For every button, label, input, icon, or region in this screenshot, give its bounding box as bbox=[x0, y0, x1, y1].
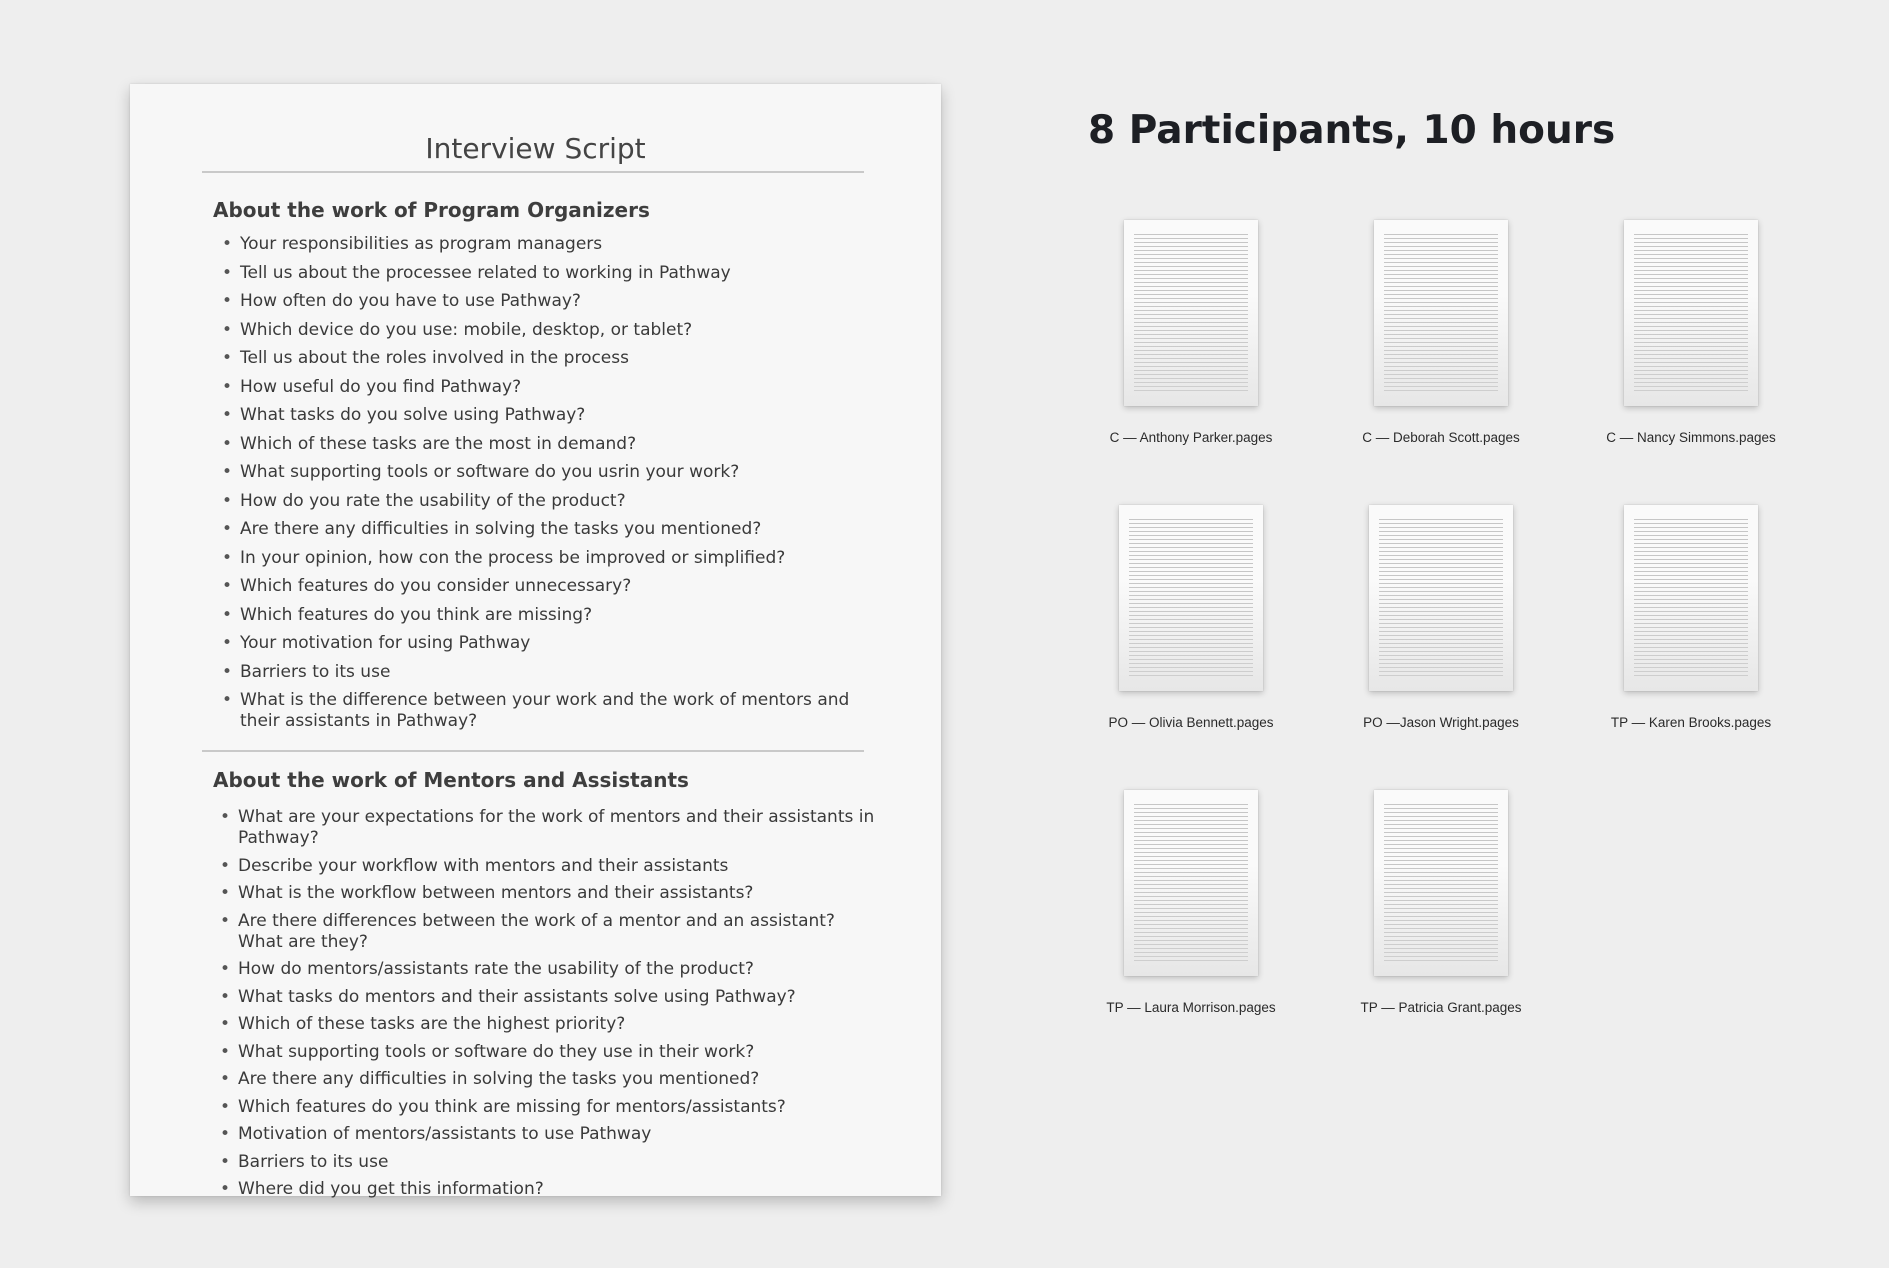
list-item: • What is the workflow between mentors and their assistants? bbox=[220, 883, 880, 904]
file-item-nancy-simmons[interactable] bbox=[1581, 220, 1801, 445]
list-item: • What supporting tools or software do they use in their work? bbox=[220, 1042, 880, 1063]
list-item: • How do mentors/assistants rate the usability of the product? bbox=[220, 959, 880, 980]
section-heading-mentors-assistants: About the work of Mentors and Assistants bbox=[213, 768, 689, 792]
list-item: • What are your expectations for the work of mentors and their assistants in Pathway? bbox=[220, 807, 880, 849]
file-item-jason-wright[interactable] bbox=[1331, 505, 1551, 730]
list-item: • Which of these tasks are the most in demand? bbox=[222, 434, 862, 455]
list-item: • What tasks do you solve using Pathway? bbox=[222, 405, 862, 426]
file-name[interactable]: PO —Jason Wright.pages bbox=[1363, 715, 1519, 730]
list-item: • Are there any difficulties in solving the tasks you mentioned? bbox=[220, 1069, 880, 1090]
document-thumbnail[interactable] bbox=[1124, 790, 1258, 976]
file-item-laura-morrison[interactable] bbox=[1081, 790, 1301, 1015]
list-item: • Which features do you think are missing for mentors/assistants? bbox=[220, 1097, 880, 1118]
file-name[interactable]: TP — Patricia Grant.pages bbox=[1360, 1000, 1522, 1015]
list-item: • Which features do you consider unnecessary? bbox=[222, 576, 862, 597]
list-item: • Are there differences between the work of a mentor and an assistant? What are they? bbox=[220, 911, 880, 953]
document-thumbnail[interactable] bbox=[1374, 790, 1508, 976]
file-name[interactable]: C — Nancy Simmons.pages bbox=[1606, 430, 1776, 445]
document-title: Interview Script bbox=[425, 132, 646, 165]
document-thumbnail[interactable] bbox=[1124, 220, 1258, 406]
file-item-olivia-bennett[interactable] bbox=[1081, 505, 1301, 730]
list-item: • Are there any difficulties in solving the tasks you mentioned? bbox=[222, 519, 862, 540]
file-item-patricia-grant[interactable] bbox=[1331, 790, 1551, 1015]
list-item: • Barriers to its use bbox=[220, 1152, 880, 1173]
list-item: • Where did you get this information? bbox=[220, 1179, 880, 1200]
mentors-assistants-question-list bbox=[220, 807, 880, 1207]
document-thumbnail[interactable] bbox=[1624, 505, 1758, 691]
file-item-anthony-parker[interactable] bbox=[1081, 220, 1301, 445]
list-item: • How often do you have to use Pathway? bbox=[222, 291, 862, 312]
file-name[interactable]: TP — Laura Morrison.pages bbox=[1106, 1000, 1276, 1015]
list-item: • What supporting tools or software do you usrin your work? bbox=[222, 462, 862, 483]
participants-summary-heading: 8 Participants, 10 hours bbox=[1088, 108, 1616, 153]
list-item: • What is the difference between your work and the work of mentors and their assistants in Pathway? bbox=[222, 690, 862, 732]
list-item: • How useful do you find Pathway? bbox=[222, 377, 862, 398]
list-item: • What tasks do mentors and their assistants solve using Pathway? bbox=[220, 987, 880, 1008]
list-item: • In your opinion, how con the process be improved or simplified? bbox=[222, 548, 862, 569]
file-name[interactable]: C — Deborah Scott.pages bbox=[1362, 430, 1520, 445]
section-divider bbox=[202, 750, 864, 752]
list-item: • How do you rate the usability of the product? bbox=[222, 491, 862, 512]
file-item-karen-brooks[interactable] bbox=[1581, 505, 1801, 730]
list-item: • Which of these tasks are the highest priority? bbox=[220, 1014, 880, 1035]
section-heading-program-organizers: About the work of Program Organizers bbox=[213, 198, 650, 222]
title-divider bbox=[202, 171, 864, 173]
document-thumbnail[interactable] bbox=[1119, 505, 1263, 691]
interview-script-document bbox=[130, 84, 941, 1199]
list-item: • Tell us about the processee related to working in Pathway bbox=[222, 263, 862, 284]
program-organizers-question-list bbox=[222, 234, 862, 740]
document-thumbnail[interactable] bbox=[1369, 505, 1513, 691]
file-item-deborah-scott[interactable] bbox=[1331, 220, 1551, 445]
list-item: • Motivation of mentors/assistants to use Pathway bbox=[220, 1124, 880, 1145]
list-item: • Tell us about the roles involved in the process bbox=[222, 348, 862, 369]
list-item: • Barriers to its use bbox=[222, 662, 862, 683]
list-item: • Your responsibilities as program managers bbox=[222, 234, 862, 255]
list-item: • Your motivation for using Pathway bbox=[222, 633, 862, 654]
list-item: • Describe your workflow with mentors and their assistants bbox=[220, 856, 880, 877]
document-thumbnail[interactable] bbox=[1374, 220, 1508, 406]
file-name[interactable]: C — Anthony Parker.pages bbox=[1109, 430, 1273, 445]
document-thumbnail[interactable] bbox=[1624, 220, 1758, 406]
file-name[interactable]: TP — Karen Brooks.pages bbox=[1610, 715, 1772, 730]
transcript-file-grid bbox=[1040, 210, 1800, 1040]
list-item: • Which device do you use: mobile, desktop, or tablet? bbox=[222, 320, 862, 341]
list-item: • Which features do you think are missing? bbox=[222, 605, 862, 626]
file-name[interactable]: PO — Olivia Bennett.pages bbox=[1108, 715, 1274, 730]
